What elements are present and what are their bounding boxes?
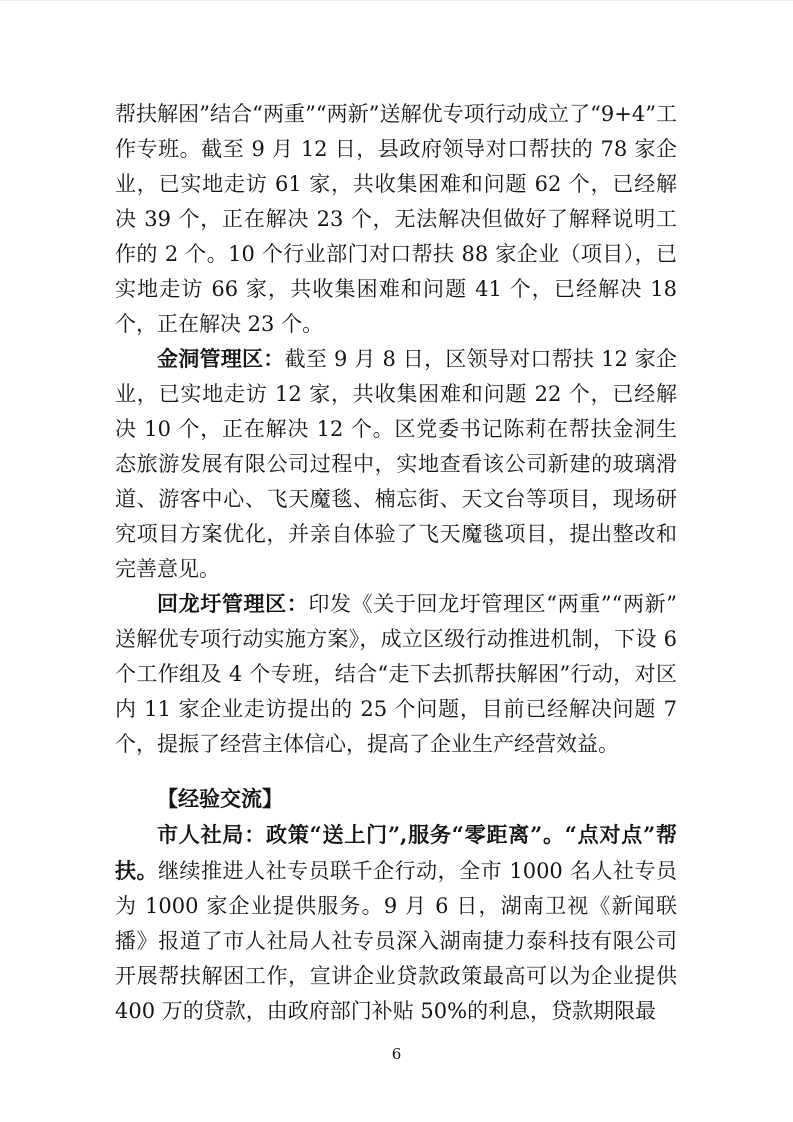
paragraph-rensheju (115, 817, 677, 1029)
document-body (115, 97, 677, 1029)
section-heading-experience-exchange: 【经验交流】 (157, 787, 283, 811)
body-text: 印发《关于回龙圩管理区“两重”“两新”送解优专项行动实施方案》，成立区级行动推进机制，下设 6 个工作组及 4 个专班，结合“走下去抓帮扶解困”行动，对区内 11 家企业走访提出的 25 个问题，目前已经解决问题 7 个，提振了经营主体信心，提高了企业生产经营效益。 (115, 592, 677, 756)
body-text: 帮扶解困”结合“两重”“两新”送解优专项行动成立了“9+4”工作专班。截至 9 月 12 日，县政府领导对口帮扶的 78 家企业，已实地走访 61 家，共收集困难和问题 62 个，已经解决 39 个，正在解决 23 个，无法解决但做好了解释说明工作的 2 个。10 个行业部门对口帮扶 88 家企业（项目），已实地走访 66 家，共收集困难和问题 41 个，已经解决 18 个，正在解决 23 个。 (115, 102, 677, 336)
paragraph-huilongxu (115, 587, 677, 762)
page-footer (0, 1045, 793, 1064)
body-text: 继续推进人社专员联千企行动，全市 1000 名人社专员为 1000 家企业提供服务。9 月 6 日，湖南卫视《新闻联播》报道了市人社局人社专员深入湖南捷力泰科技有限公司开展帮扶解困工作，宣讲企业贷款政策最高可以为企业提供 400 万的贷款，由政府部门补贴 50%的利息，贷款期限最 (115, 859, 678, 1023)
paragraph-jindong (115, 342, 677, 587)
paragraph-county-continuation (115, 97, 677, 342)
page-number: 6 (391, 1045, 402, 1063)
paragraph-lead-jindong: 金洞管理区： (157, 347, 285, 371)
paragraph-lead-huilongxu: 回龙圩管理区： (157, 592, 309, 616)
body-text: 截至 9 月 8 日，区领导对口帮扶 12 家企业，已实地走访 12 家，共收集困难和问题 22 个，已经解决 10 个，正在解决 12 个。区党委书记陈莉在帮扶金洞生态旅游发展有限公司过程中，实地查看该公司新建的玻璃滑道、游客中心、飞天魔毯、楠忘街、天文台等项目，现场研究项目方案优化，并亲自体验了飞天魔毯项目，提出整改和完善意见。 (115, 347, 677, 581)
paragraph-lead-rensheju: 市人社局： (157, 823, 267, 847)
emphasis-text-policy-slogan: 政策“送上门”,服务“零距离”。“点对点”帮扶。 (115, 822, 677, 883)
